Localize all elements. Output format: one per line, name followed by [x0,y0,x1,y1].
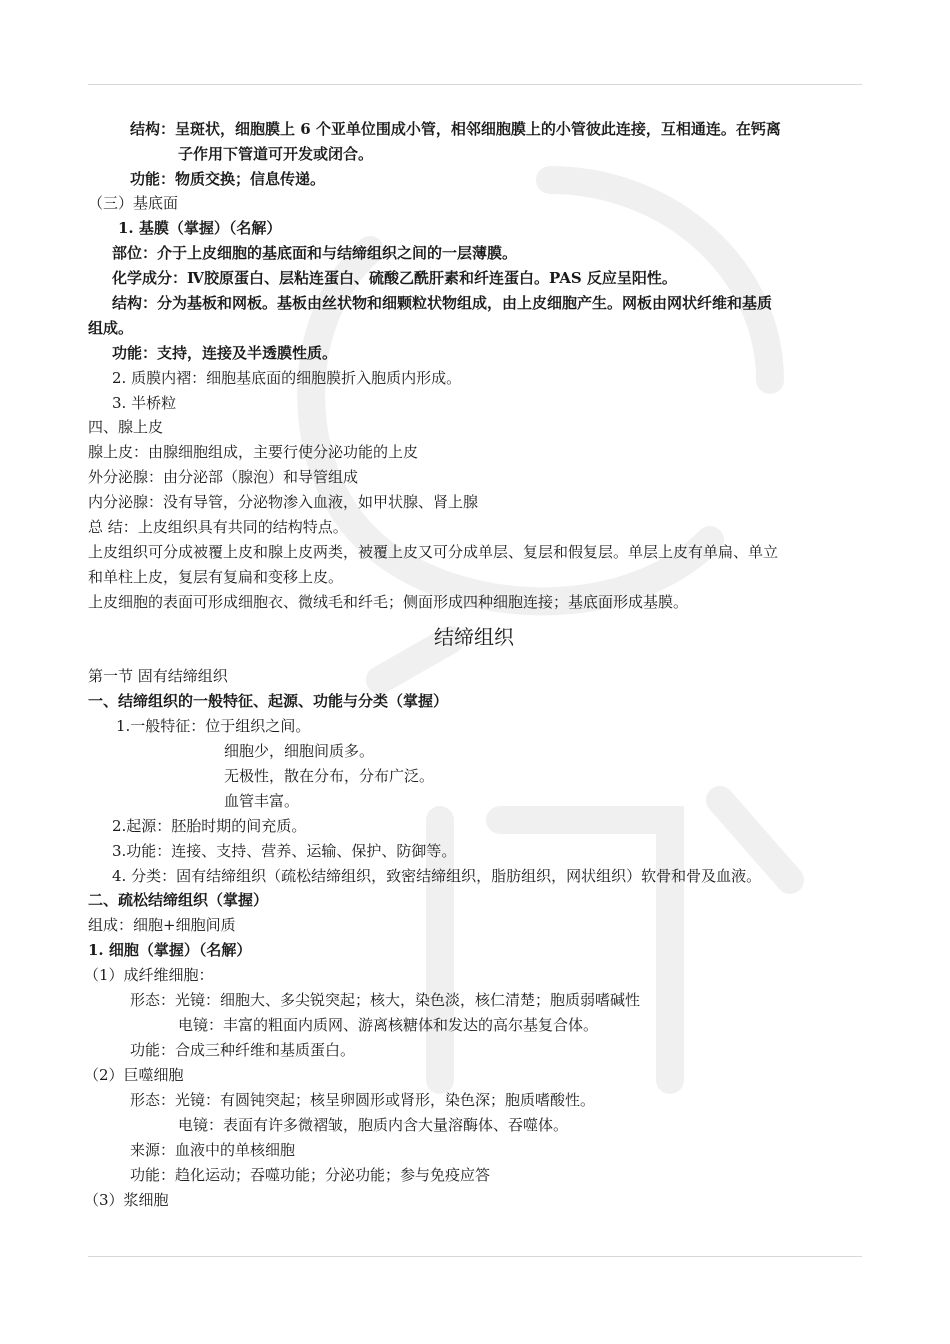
macrophage-em: 电镜：表面有许多微褶皱，胞质内含大量溶酶体、吞噬体。 [178,1116,569,1134]
function-item: 3.功能：连接、支持、营养、运输、保护、防御等。 [112,842,457,860]
gap-junction-structure-line-1: 结构：呈斑状，细胞膜上 6 个亚单位围成小管，相邻细胞膜上的小管彼此连接，互相通连。在钙离 [130,120,781,138]
classification-item: 4. 分类：固有结缔组织（疏松结缔组织，致密结缔组织，脂肪组织，网状组织）软骨和骨及血液。 [112,867,762,885]
macrophage-lm: 形态：光镜：有圆钝突起；核呈卵圆形或肾形，染色深；胞质嗜酸性。 [130,1091,596,1109]
general-features-heading: 一、结缔组织的一般特征、起源、功能与分类（掌握） [88,692,449,710]
basement-membrane-function: 功能：支持，连接及半透膜性质。 [112,344,338,362]
basement-membrane-chemistry: 化学成分：Ⅳ胶原蛋白、层粘连蛋白、硫酸乙酰肝素和纤连蛋白。PAS 反应呈阳性。 [112,269,677,287]
origin-item: 2.起源：胚胎时期的间充质。 [112,817,307,835]
summary-classification-line-1: 上皮组织可分成被覆上皮和腺上皮两类，被覆上皮又可分成单层、复层和假复层。单层上皮有单扁、单立 [88,543,779,561]
macrophage-origin: 来源：血液中的单核细胞 [130,1141,296,1159]
general-features-vessels: 血管丰富。 [224,792,300,810]
general-features-cells: 细胞少，细胞间质多。 [224,742,375,760]
general-features-polarity: 无极性，散在分布，分布广泛。 [224,767,435,785]
basement-membrane-heading: 1. 基膜（掌握）（名解） [118,219,282,237]
fibroblast-lm: 形态：光镜：细胞大、多尖锐突起；核大，染色淡，核仁清楚；胞质弱嗜碱性 [130,991,641,1009]
cells-heading: 1. 细胞（掌握）（名解） [88,941,252,959]
fibroblast-em: 电镜：丰富的粗面内质网、游离核糖体和发达的高尔基复合体。 [178,1016,599,1034]
fibroblast-heading: （1）成纤维细胞： [84,966,214,984]
chapter-title: 结缔组织 [434,625,514,649]
basement-membrane-structure-line-1: 结构：分为基板和网板。基板由丝状物和细颗粒状物组成，由上皮细胞产生。网板由网状纤维和基质 [112,294,773,312]
general-features-item: 1.一般特征：位于组织之间。 [116,717,311,735]
gap-junction-structure-line-2: 子作用下管道可开发或闭合。 [178,145,374,163]
summary-classification-line-2: 和单柱上皮，复层有复扁和变移上皮。 [88,568,344,586]
macrophage-function: 功能：趋化运动；吞噬功能；分泌功能；参与免疫应答 [130,1166,491,1184]
basal-infolding: 2. 质膜内褶：细胞基底面的细胞膜折入胞质内形成。 [112,369,462,387]
macrophage-heading: （2）巨噬细胞 [84,1066,184,1084]
endocrine-gland-def: 内分泌腺：没有导管，分泌物渗入血液，如甲状腺、肾上腺 [88,493,479,511]
loose-connective-heading: 二、疏松结缔组织（掌握） [88,891,269,909]
section-basal-surface: （三）基底面 [88,194,179,212]
hemidesmosome: 3. 半桥粒 [112,394,177,412]
gap-junction-function: 功能：物质交换；信息传递。 [130,170,326,188]
summary-line: 总 结：上皮组织具有共同的结构特点。 [88,518,348,536]
section-glandular-epithelium: 四、腺上皮 [88,418,164,436]
loose-connective-composition: 组成：细胞+细胞间质 [88,916,236,934]
basement-membrane-structure-line-2: 组成。 [88,319,134,337]
fibroblast-function: 功能：合成三种纤维和基质蛋白。 [130,1041,356,1059]
plasma-cell-heading: （3）浆细胞 [84,1191,169,1209]
exocrine-gland-def: 外分泌腺：由分泌部（腺泡）和导管组成 [88,468,359,486]
header-rule [88,84,862,85]
summary-surfaces: 上皮细胞的表面可形成细胞衣、微绒毛和纤毛；侧面形成四种细胞连接；基底面形成基膜。 [88,593,689,611]
section-title-proper-connective: 第一节 固有结缔组织 [88,667,228,685]
glandular-epithelium-def: 腺上皮：由腺细胞组成，主要行使分泌功能的上皮 [88,443,419,461]
basement-membrane-location: 部位：介于上皮细胞的基底面和与结缔组织之间的一层薄膜。 [112,244,518,262]
footer-rule [88,1256,862,1257]
